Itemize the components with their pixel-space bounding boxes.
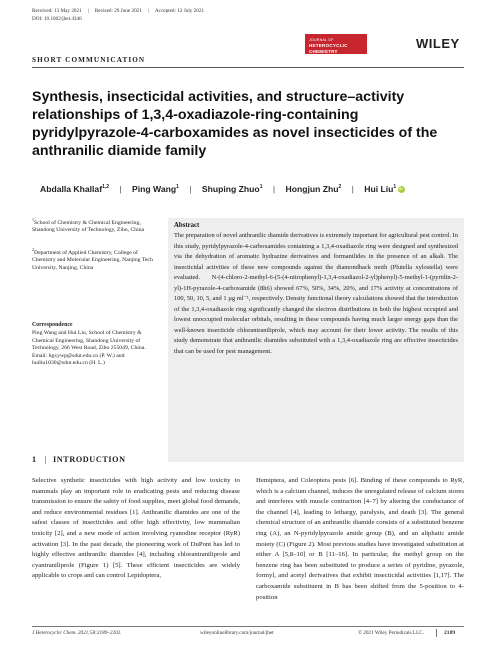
journal-citation: J Heterocyclic Chem. 2021;58:2189–2202. — [32, 630, 122, 636]
doi-link[interactable]: DOI: 10.1002/jhet.4346 — [32, 16, 82, 22]
publisher-logo: WILEY — [416, 36, 460, 51]
author-separator: | — [189, 184, 192, 194]
author-separator: | — [351, 184, 354, 194]
revised-date: Revised: 29 June 2021 — [94, 8, 142, 14]
accepted-date: Accepted: 12 July 2021 — [154, 8, 205, 14]
section-heading — [32, 455, 126, 464]
journal-logo-line2: HETEROCYCLIC — [309, 43, 348, 48]
article-title: Synthesis, insecticidal activities, and structure–activity relationships of 1,3,4-oxadiazole-ring-containing pyridylpyrazole-4-carboxamides as novel insecticides of the anthranilic diamide family — [32, 89, 438, 159]
author-separator: | — [119, 184, 122, 194]
abstract-box — [168, 218, 464, 462]
date-separator: | — [147, 8, 149, 14]
orcid-icon[interactable] — [398, 186, 405, 193]
section-title: INTRODUCTION — [52, 455, 126, 464]
received-date: Received: 13 May 2021 — [32, 8, 82, 14]
abstract-heading: Abstract — [174, 222, 200, 229]
journal-url[interactable]: wileyonlinelibrary.com/journal/jhet — [200, 630, 274, 636]
author-name[interactable]: Shuping Zhuo$^1$ — [201, 184, 263, 194]
journal-logo — [305, 34, 367, 54]
abstract-text: The preparation of novel anthranilic diamide derivatives is extremely important for agricultural pest control. In this study, pyridylpyrazole-4-carboxamides containing a 1,3,4-oxadiazole ring were designed and synthesized via the dehydration of aromatic hydrazine derivatives and formanilides in the presence of an alkali. The insecticidal activities of these new compounds against the diamondback moth (Plutella xylostella) were evaluated. N-(4-chloro-2-methyl-6-(5-(4-nitrophenyl)-1,3,4-oxadiazol-2-yl)phenyl)-5-methyl-1-(pyridin-2-yl)-1H-pyrazole-4-carboxamide (8h6) showed 67%, 50%, 34%, 20%, and 17% activity at concentrations of 100, 50, 10, 5, and 1 µg ml⁻¹, respectively. Density functional theory calculations showed that the introduction of the 1,3,4-oxadiazole ring significantly changed the electron distributions in both the highest occupied and lowest unoccupied molecular orbitals, resulting in these compounds having much larger energy gaps than the well-known insecticide chlorantraniliprole, which may account for their lower activity. The results of this study demonstrate that anthranilic diamides substituted with a 1,3,4-oxadiazole ring are effective insecticides that can be used for pest management. — [174, 232, 458, 356]
footer-divider — [32, 626, 464, 627]
article-dates — [32, 8, 210, 14]
section-number: 1 — [32, 455, 37, 464]
page-number: 2189 — [444, 630, 456, 636]
author-name[interactable]: Abdalla Khallaf$^{1,2}$ — [40, 184, 110, 194]
copyright: © 2021 Wiley Periodicals LLC. — [358, 630, 425, 636]
header-divider — [32, 67, 464, 68]
author-name[interactable]: Ping Wang$^1$ — [132, 184, 179, 194]
section-separator: | — [44, 455, 47, 464]
affiliation: $^2$Department of Applied Chemistry, College of Chemistry and Molecular Engineering, Nanjing Tech University, Nanjing, China — [32, 247, 153, 272]
body-column-left: Selective synthetic insecticides with high activity and low toxicity to mammals play an important role in eradicating pests and reducing disease transmission to ensure the safety of food supplies, meet global food demands, and reduce environmental residues [1]. Anthranilic diamides are one of the safest classes of insecticides and offer high effectivity, low mammalian toxicity [2], and a new mode of action involving ryanodine receptor (RyR) activation [3]. In the past decade, the pioneering work of DuPont has led to highly effective anthranilic diamides [4], including chlorantraniliprole and cyantraniliprole (Figure 1) [5]. These efficient insecticides are widely applicable to crops and can control Lepidoptera, — [32, 477, 240, 580]
correspondence-heading: Correspondence — [32, 322, 73, 328]
author-name[interactable]: Hongjun Zhu$^2$ — [285, 184, 342, 194]
author-separator: | — [272, 184, 276, 194]
author-name[interactable]: Hui Liu$^1$ — [364, 184, 397, 194]
correspondence-text: Ping Wang and Hui Liu, School of Chemistry & Chemical Engineering, Shandong University of Technology, 266 West Road, Zibo 255049, China. Email: hgxywp@sdut.edu.cn (P. W.) and huiliu1030@sdut.edu.cn (H. L.) — [32, 330, 146, 367]
date-separator: | — [87, 8, 89, 14]
author-list — [40, 184, 460, 194]
article-type: SHORT COMMUNICATION — [32, 56, 146, 64]
journal-logo-line3: CHEMISTRY — [309, 49, 338, 54]
affiliation: $^1$School of Chemistry & Chemical Engineering, Shandong University of Technology, Zibo, China — [32, 217, 145, 234]
footer-separator — [436, 629, 437, 637]
body-column-right: Hemiptera, and Coleoptera pests [6]. Binding of these compounds to RyR, which is a calcium channel, induces the unregulated release of calcium stores and interferes with muscle contraction [4–7] by altering the conductance of the channel [4], leading to lethargy, paralysis, and death [3]. The general chemical structure of an anthranilic diamide consists of a substituted benzene ring (A), an N-pyridylpyrazole amide group (B), and an aliphatic amide moiety (C) (Figure 2). Most previous studies have investigated substitution at either A [5,8–10] or B [11–16]. In particular, the methyl group on the benzene ring has been substituted to produce a series of pyridine, pyrazole, formyl, and acetyl derivatives that exhibit insecticidal activities [1,17]. The carboxamide substituent in B has been shifted from the 5-position to 4-position — [256, 477, 464, 601]
journal-logo-line1: JOURNAL OF — [309, 38, 334, 42]
